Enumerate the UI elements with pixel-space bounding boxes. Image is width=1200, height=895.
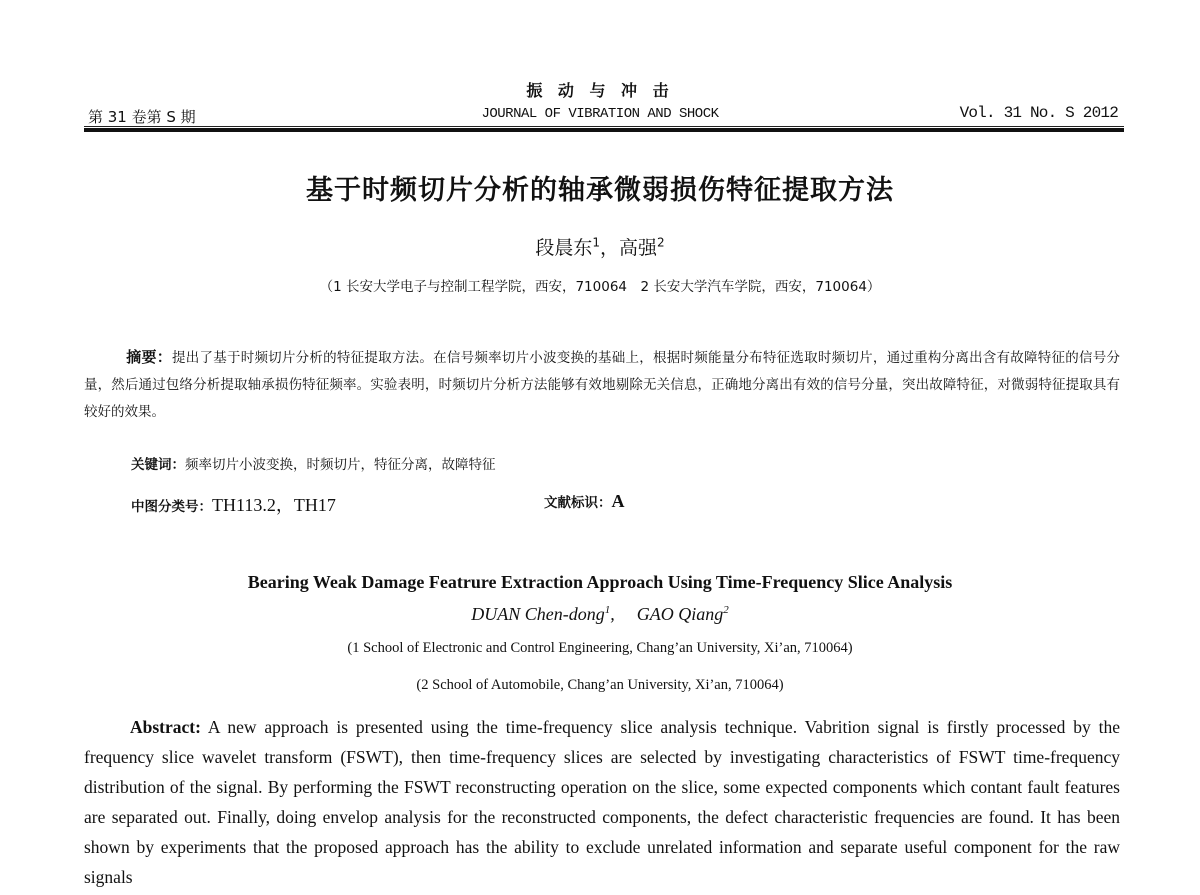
document-code-cn [544, 491, 625, 512]
header-rule-thin [84, 126, 1124, 127]
affiliation-cn: （1 长安大学电子与控制工程学院，西安，710064 2 长安大学汽车学院，西安，710064） [319, 279, 881, 295]
classification-cn-value: TH113.2，TH17 [212, 495, 336, 515]
affiliation-en-2: (2 School of Automobile, Chang’an University, Xi’an, 710064) [416, 677, 784, 693]
header-volume-issue: 第 31 卷第 S 期 [88, 108, 196, 126]
header-rule-thick [84, 128, 1124, 132]
author-2-cn-affil-mark: 2 [657, 235, 665, 250]
document-code-cn-label: 文献标识： [544, 495, 612, 511]
abstract-cn [84, 344, 1120, 426]
abstract-en-label: Abstract: [130, 717, 201, 737]
paper-title-en: Bearing Weak Damage Featrure Extraction Approach Using Time-Frequency Slice Analysis [247, 572, 953, 592]
author-2-en-affil-mark: 2 [723, 604, 729, 616]
header-volume-year: Vol. 31 No. S 2012 [959, 104, 1118, 122]
author-1-cn-affil-mark: 1 [592, 235, 600, 250]
author-separator-en: , [610, 604, 615, 624]
header-journal-name-cn: 振 动 与 冲 击 [526, 81, 674, 100]
abstract-en-text: A new approach is presented using the time-frequency slice analysis technique. Vabrition signal is firstly processed by the frequency slice wavelet transform (FSWT), then time-frequency slices are selected by investigating characteristics of FSWT time-frequency distribution of the signal. By performing the FSWT reconstructing operation on the slice, some expected components which contant fault features are separated out. Finally, doing envelop analysis for the reconstructed components, the defect characteristic frequencies are found. It has been shown by experiments that the proposed approach has the ability to exclude unrelated information and separate useful component for the raw signals [84, 717, 1120, 887]
author-1-en-affil-mark: 1 [604, 604, 611, 616]
header-journal-name-en: JOURNAL OF VIBRATION AND SHOCK [481, 106, 719, 122]
abstract-en [84, 712, 1120, 892]
paper-title-cn: 基于时频切片分析的轴承微弱损伤特征提取方法 [306, 175, 894, 206]
authors-cn [0, 233, 1200, 260]
keywords-cn [131, 453, 496, 473]
keywords-cn-label: 关键词： [131, 457, 185, 473]
affiliation-en-1: (1 School of Electronic and Control Engineering, Chang’an University, Xi’an, 710064) [347, 640, 853, 656]
author-2-en: GAO Qiang [636, 604, 724, 624]
author-separator-cn: ， [599, 237, 619, 259]
author-2-cn: 高强 [619, 237, 658, 259]
author-1-cn: 段晨东 [535, 237, 593, 259]
keywords-cn-text: 频率切片小波变换，时频切片，特征分离，故障特征 [185, 457, 496, 473]
classification-cn [131, 491, 336, 517]
document-code-cn-value: A [611, 491, 625, 511]
author-1-en: DUAN Chen-dong [471, 604, 605, 624]
abstract-cn-label: 摘要： [126, 348, 172, 366]
abstract-cn-text: 提出了基于时频切片分析的特征提取方法。在信号频率切片小波变换的基础上，根据时频能量分布特征选取时频切片，通过重构分离出含有故障特征的信号分量，然后通过包络分析提取轴承损伤特征频率。实验表明，时频切片分析方法能够有效地剔除无关信息，正确地分离出有效的信号分量，突出故障特征，对微弱特征提取具有较好的效果。 [84, 350, 1120, 420]
authors-en [0, 604, 1200, 625]
classification-cn-label: 中图分类号： [131, 499, 212, 515]
